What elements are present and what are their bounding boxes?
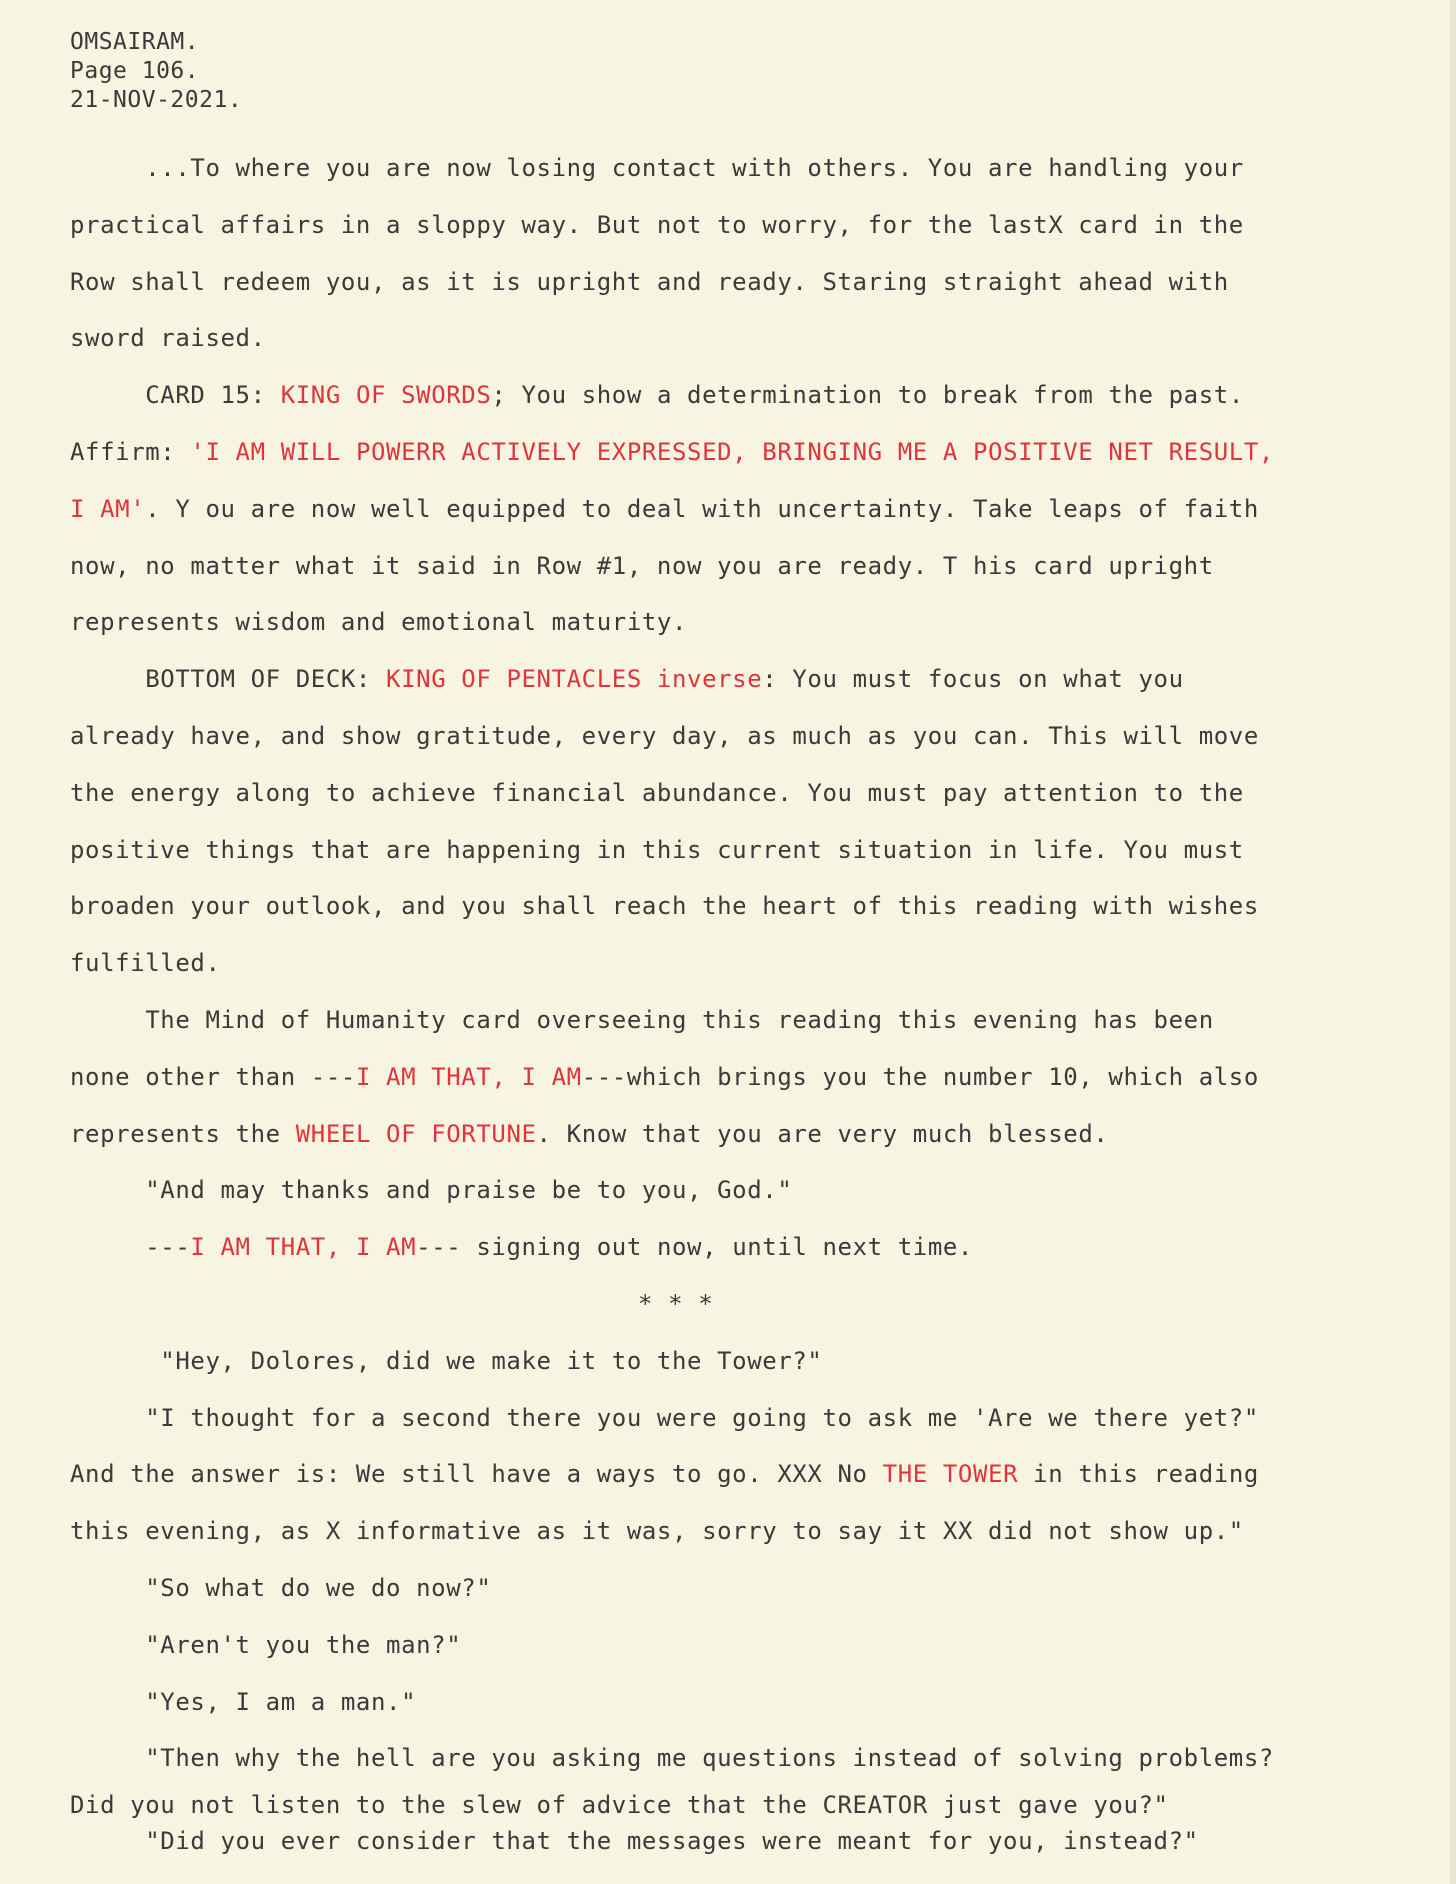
text-span: --- [70,1233,191,1262]
i-am-that-red: I AM THAT, I AM [190,1233,417,1262]
card-name-red: KING OF SWORDS [280,381,492,410]
text-span: : You must focus on what you [762,665,1184,694]
text-line: represents wisdom and emotional maturity. [70,608,688,637]
header-date: 21-NOV-2021. [70,87,243,113]
dialogue-line: this evening, as X informative as it was, sorry to say it XX did not show up." [70,1517,1244,1546]
text-line: "And may thanks and praise be to you, God." [70,1176,793,1205]
text-span: . Know that you are very much blessed. [536,1119,1109,1148]
text-line: Row shall redeem you, as it is upright and ready. Staring straight ahead with [70,267,1229,296]
wheel-of-fortune-red: WHEEL OF FORTUNE [295,1119,537,1148]
i-am-that-red: I AM THAT, I AM [355,1062,582,1091]
text-line: fulfilled. [70,949,221,978]
dialogue-line [70,1446,1430,1503]
section-separator: * * * [638,1289,714,1318]
text-span: --- signing out now, until next time. [416,1233,973,1262]
dialogue-line: "Aren't you the man?" [70,1630,462,1659]
page-body [70,140,1430,1859]
header-title: OMSAIRAM. [70,29,200,55]
text-span: BOTTOM OF DECK: [70,665,387,694]
text-span: in this reading [1018,1460,1259,1489]
affirmation-line [70,424,1430,481]
text-line: practical affairs in a sloppy way. But not to worry, for the lastX card in the [70,210,1244,239]
text-span: ; You show a determination to break from the past. [491,381,1244,410]
card-15-line [70,367,1430,424]
text-line [70,481,1430,538]
page-header [70,28,242,115]
header-page-number: Page 106. [70,58,200,84]
dialogue-line: "Did you ever consider that the messages were meant for you, instead?" [70,1827,1199,1856]
bottom-of-deck-line [70,651,1430,708]
text-line: broaden your outlook, and you shall reach the heart of this reading with wishes [70,892,1259,921]
text-span: none other than --- [70,1062,356,1091]
text-line: The Mind of Humanity card overseeing this reading this evening has been [70,1005,1214,1034]
text-span: represents the [70,1119,296,1148]
dialogue-line: Did you not listen to the slew of advice that the CREATOR just gave you?" [70,1791,1169,1820]
dialogue-line: "Yes, I am a man." [70,1687,417,1716]
signoff-line [70,1219,1430,1276]
text-span: Affirm: [70,437,191,466]
text-line: the energy along to achieve financial abundance. You must pay attention to the [70,778,1244,807]
dialogue-line: "Then why the hell are you asking me questions instead of solving problems? [70,1744,1274,1773]
dialogue-line: "So what do we do now?" [70,1573,492,1602]
text-span: . Y ou are now well equipped to deal with uncertainty. Take leaps of faith [145,494,1259,523]
card-name-red: KING OF PENTACLES inverse [386,665,763,694]
text-line: ...To where you are now losing contact with others. You are handling your [70,154,1244,182]
text-line: now, no matter what it said in Row #1, now you are ready. T his card upright [70,551,1214,580]
the-tower-red: THE TOWER [882,1460,1019,1489]
text-line: already have, and show gratitude, every day, as much as you can. This will move [70,721,1259,750]
text-line [70,1106,1430,1163]
affirmation-red-end: I AM' [70,494,146,523]
text-line [70,1049,1430,1106]
text-line: positive things that are happening in this current situation in life. You must [70,835,1244,864]
text-line: sword raised. [70,324,266,353]
text-span: And the answer is: We still have a ways to go. XXX No [70,1460,883,1489]
dialogue-line: "Hey, Dolores, did we make it to the Tower?" [70,1346,823,1375]
text-span: ---which brings you the number 10, which also [581,1062,1259,1091]
text-span: CARD 15: [70,381,281,410]
dialogue-line: "I thought for a second there you were going to ask me 'Are we there yet?" [70,1403,1259,1432]
affirmation-red: 'I AM WILL POWERR ACTIVELY EXPRESSED, BRINGING ME A POSITIVE NET RESULT, [190,437,1274,466]
